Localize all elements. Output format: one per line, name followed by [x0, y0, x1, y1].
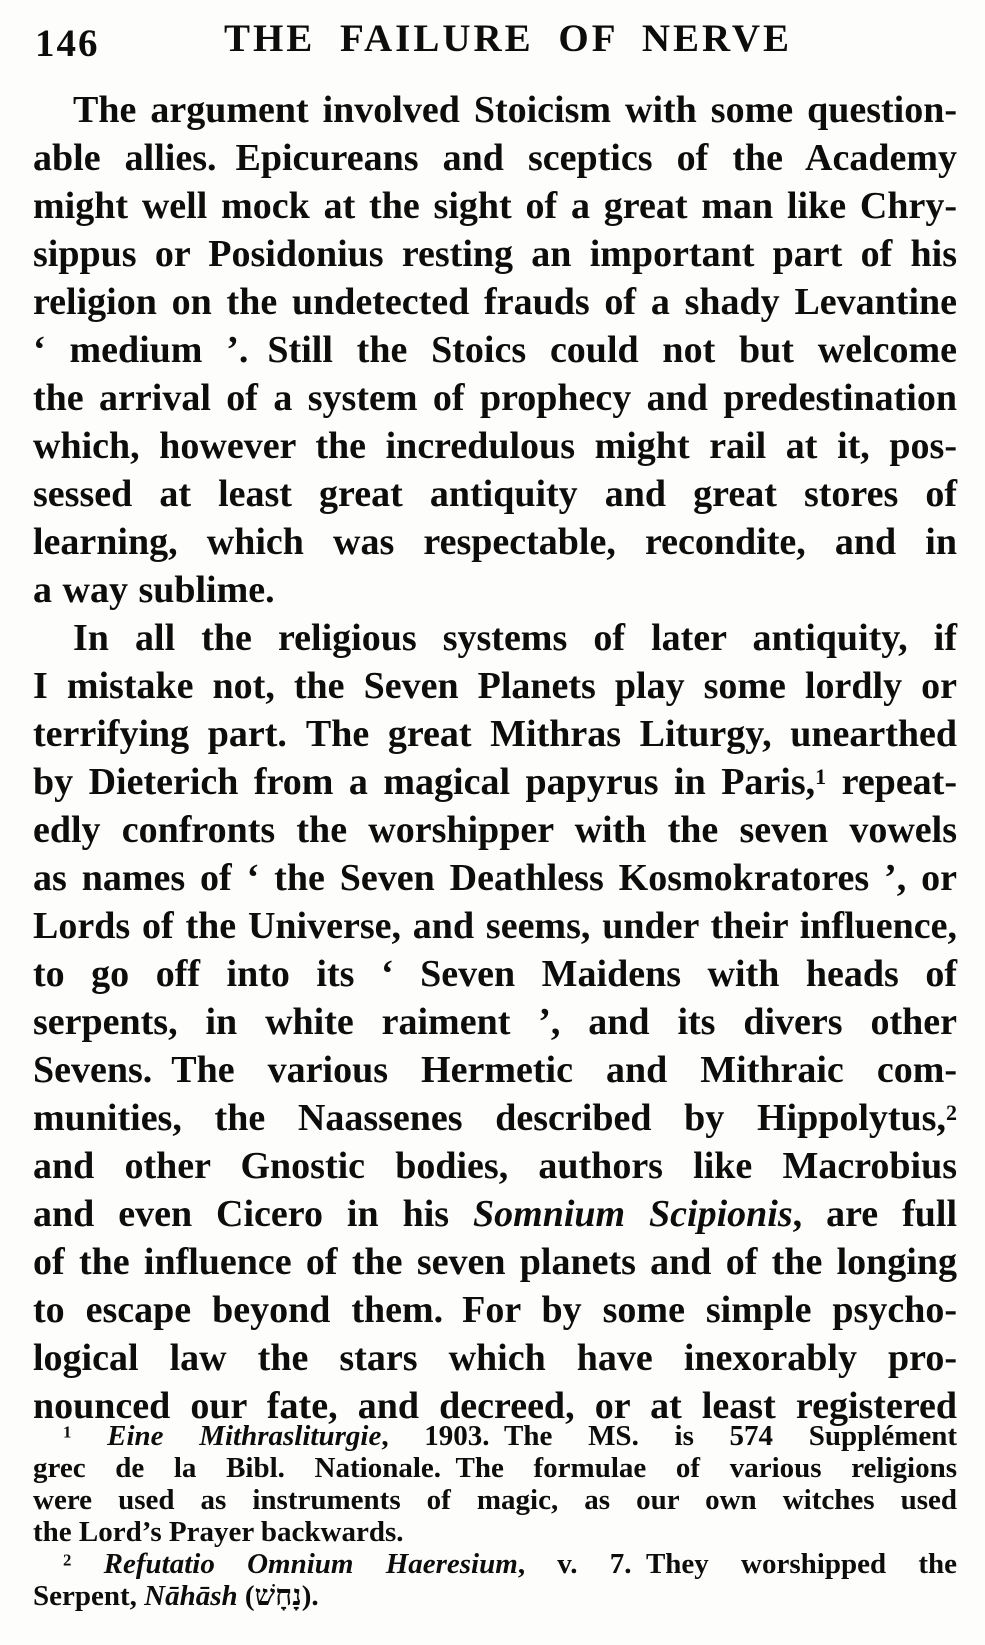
page-header: [33, 16, 957, 72]
text-segment: (נָחָשׁ).: [237, 1580, 319, 1612]
text-line: [33, 902, 957, 950]
text-line: [33, 470, 957, 518]
text-line: [33, 998, 957, 1046]
text-segment: , v. 7. They worshipped the: [517, 1548, 957, 1580]
running-title: THE FAILURE OF NERVE: [223, 17, 793, 60]
text-segment: In all the religious systems of later antiquity, if: [73, 617, 957, 659]
text-segment: might well mock at the sight of a great man like Chry-: [33, 185, 957, 227]
text-segment: , are full: [792, 1193, 958, 1235]
text-segment: of the influence of the seven planets and of the longing: [33, 1241, 957, 1283]
text-segment: Lords of the Universe, and seems, under their influence,: [33, 905, 957, 947]
text-line: [33, 758, 957, 806]
text-line: [33, 662, 957, 710]
text-segment: as names of ‘ the Seven Deathless Kosmokratores ’, or: [33, 857, 957, 899]
body-text: [33, 86, 957, 1430]
text-line: [33, 86, 957, 134]
text-line: [33, 950, 957, 998]
text-line: [33, 1142, 957, 1190]
text-line: [33, 422, 957, 470]
text-segment: the Lord’s Prayer backwards.: [33, 1516, 404, 1548]
text-segment: by Dieterich from a magical papyrus in Paris,: [33, 761, 816, 803]
footnote-marker: 2: [945, 1100, 957, 1126]
text-segment: , 1903. The MS. is 574 Supplément: [381, 1420, 958, 1452]
text-line: [33, 518, 957, 566]
text-segment: terrifying part. The great Mithras Liturgy, unearthed: [33, 713, 957, 755]
scan-noise: [0, 0, 2, 2]
text-segment: religion on the undetected frauds of a shady Levantine: [33, 281, 957, 323]
paragraph: [33, 614, 957, 1430]
text-segment: I mistake not, the Seven Planets play some lordly or: [33, 665, 957, 707]
text-line: [33, 278, 957, 326]
text-line: [33, 1046, 957, 1094]
text-segment: able allies. Epicureans and sceptics of the Academy: [33, 137, 957, 179]
text-segment: to escape beyond them. For by some simple psycho-: [33, 1289, 957, 1331]
italic-text: Nāhāsh: [144, 1580, 238, 1612]
text-segment: logical law the stars which have inexorably pro-: [33, 1337, 957, 1379]
italic-text: Refutatio Omnium Haeresium: [103, 1548, 518, 1580]
text-line: [33, 1334, 957, 1382]
text-line: [33, 806, 957, 854]
text-line: [33, 230, 957, 278]
text-segment: ‘ medium ’. Still the Stoics could not but welcome: [33, 329, 957, 371]
italic-text: Eine Mithrasliturgie: [107, 1420, 382, 1452]
text-segment: the arrival of a system of prophecy and predestination: [33, 377, 957, 419]
text-segment: were used as instruments of magic, as our own witches used: [33, 1484, 957, 1516]
text-segment: sessed at least great antiquity and great stores of: [33, 473, 957, 515]
text-line: [33, 1548, 957, 1580]
text-segment: [71, 1548, 103, 1580]
text-segment: edly confronts the worshipper with the seven vowels: [33, 809, 957, 851]
text-line: [33, 326, 957, 374]
text-line: [33, 1190, 957, 1238]
text-segment: repeat-: [826, 761, 957, 803]
text-segment: which, however the incredulous might rail at it, pos-: [33, 425, 957, 467]
text-segment: The argument involved Stoicism with some question-: [73, 89, 957, 131]
text-line: [33, 374, 957, 422]
text-line: [33, 1420, 957, 1452]
text-line: [33, 1580, 957, 1612]
footnote-marker: 2: [63, 1550, 72, 1570]
text-segment: Sevens. The various Hermetic and Mithraic com-: [33, 1049, 957, 1091]
footnotes: [33, 1420, 957, 1612]
text-segment: a way sublime.: [33, 569, 275, 611]
text-line: [33, 1484, 957, 1516]
text-line: [33, 1094, 957, 1142]
text-line: [33, 134, 957, 182]
text-line: [33, 566, 957, 614]
text-segment: nounced our fate, and decreed, or at least registered: [33, 1385, 957, 1427]
page-number: 146: [35, 22, 100, 65]
text-line: [33, 854, 957, 902]
text-line: [33, 182, 957, 230]
italic-text: Somnium Scipionis: [473, 1193, 793, 1235]
text-segment: grec de la Bibl. Nationale. The formulae of various religions: [33, 1452, 957, 1484]
text-line: [33, 1286, 957, 1334]
text-segment: [71, 1420, 107, 1452]
text-line: [33, 1238, 957, 1286]
footnote-marker: 1: [63, 1422, 72, 1442]
text-segment: learning, which was respectable, recondite, and in: [33, 521, 957, 563]
text-line: [33, 710, 957, 758]
text-segment: Serpent,: [33, 1580, 145, 1612]
text-line: [33, 1516, 957, 1548]
text-line: [33, 614, 957, 662]
footnote-marker: 1: [815, 764, 827, 790]
paragraph: [33, 86, 957, 614]
text-segment: to go off into its ‘ Seven Maidens with heads of: [33, 953, 957, 995]
text-segment: and other Gnostic bodies, authors like Macrobius: [33, 1145, 957, 1187]
text-segment: sippus or Posidonius resting an important part of his: [33, 233, 957, 275]
text-segment: and even Cicero in his: [33, 1193, 474, 1235]
text-line: [33, 1452, 957, 1484]
text-segment: munities, the Naassenes described by Hippolytus,: [33, 1097, 946, 1139]
text-segment: serpents, in white raiment ’, and its divers other: [33, 1001, 957, 1043]
